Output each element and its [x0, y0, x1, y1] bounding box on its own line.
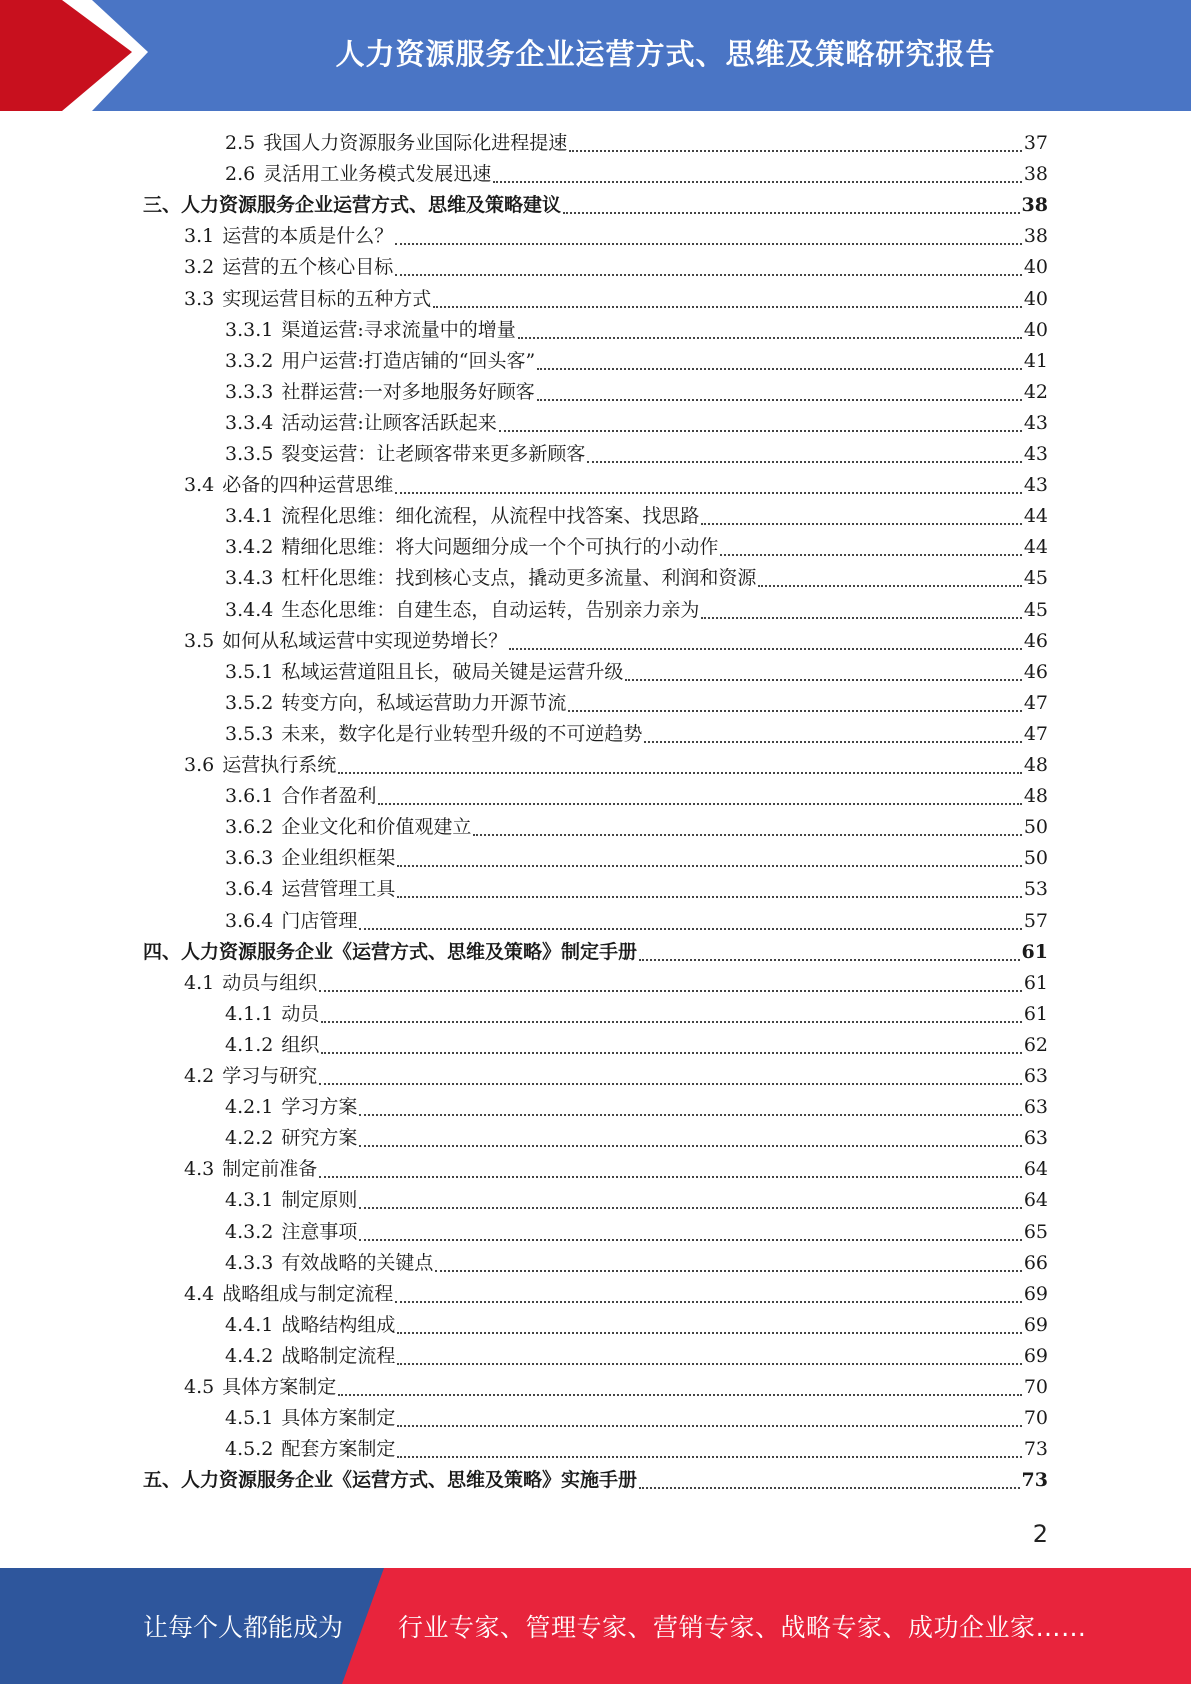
toc-title: 企业文化和价值观建立 — [281, 816, 472, 838]
toc-number: 4.2.2 — [225, 1127, 274, 1149]
toc-leader-dots — [518, 336, 1022, 339]
toc-number: 3.4.2 — [225, 536, 274, 558]
toc-leader-dots — [359, 1238, 1021, 1241]
toc-leader-dots — [321, 1051, 1021, 1054]
toc-page-number: 47 — [1023, 692, 1048, 714]
toc-title: 私域运营道阻且长，破局关键是运营升级 — [281, 661, 624, 683]
toc-subsection[interactable] — [225, 346, 1048, 377]
toc-leader-dots — [395, 273, 1022, 276]
toc-number: 4.4 — [184, 1283, 215, 1305]
toc-leader-dots — [395, 491, 1022, 494]
toc-title: 流程化思维：细化流程，从流程中找答案、找思路 — [281, 505, 700, 527]
toc-number: 4.2 — [184, 1065, 215, 1087]
toc-section[interactable] — [184, 470, 1048, 501]
toc-page-number: 38 — [1023, 163, 1048, 185]
toc-number: 3.4.1 — [225, 505, 274, 527]
toc-section[interactable] — [184, 1279, 1048, 1310]
toc-page-number: 43 — [1023, 443, 1048, 465]
toc-leader-dots — [321, 1020, 1021, 1023]
toc-page-number: 37 — [1023, 132, 1048, 154]
toc-section[interactable] — [184, 1372, 1048, 1403]
toc-leader-dots — [435, 1269, 1021, 1272]
toc-title: 合作者盈利 — [281, 785, 377, 807]
toc-subsection[interactable] — [225, 812, 1048, 843]
toc-leader-dots — [639, 958, 1020, 961]
toc-number: 3.5.1 — [225, 661, 274, 683]
toc-subsection[interactable] — [225, 563, 1048, 594]
toc-title: 未来，数字化是行业转型升级的不可逆趋势 — [281, 723, 643, 745]
toc-subsection[interactable] — [225, 595, 1048, 626]
toc-number: 3.2 — [184, 256, 215, 278]
toc-page-number: 47 — [1023, 723, 1048, 745]
toc-subsection[interactable] — [225, 906, 1048, 937]
toc-number: 3.4 — [184, 474, 215, 496]
toc-title: 杠杆化思维：找到核心支点，撬动更多流量、利润和资源 — [281, 567, 757, 589]
toc-page-number: 46 — [1023, 661, 1048, 683]
toc-leader-dots — [397, 1455, 1021, 1458]
toc-section[interactable] — [184, 221, 1048, 252]
toc-chapter[interactable] — [143, 1465, 1048, 1496]
toc-title: 配套方案制定 — [281, 1438, 396, 1460]
toc-title: 生态化思维：自建生态，自动运转，告别亲力亲为 — [281, 599, 700, 621]
toc-leader-dots — [537, 367, 1022, 370]
toc-title: 具体方案制定 — [281, 1407, 396, 1429]
toc-leader-dots — [587, 460, 1021, 463]
toc-number: 3.6.2 — [225, 816, 274, 838]
toc-page-number: 63 — [1023, 1065, 1048, 1087]
toc-title: 门店管理 — [281, 910, 358, 932]
toc-number: 3.5.3 — [225, 723, 274, 745]
toc-leader-dots — [359, 1206, 1021, 1209]
toc-leader-dots — [720, 553, 1021, 556]
toc-number: 3.3.4 — [225, 412, 274, 434]
toc-title: 战略结构组成 — [281, 1314, 396, 1336]
toc-title: 制定原则 — [281, 1189, 358, 1211]
toc-number: 4.5 — [184, 1376, 215, 1398]
toc-subsection[interactable] — [225, 408, 1048, 439]
toc-page-number: 43 — [1023, 474, 1048, 496]
toc-page-number: 45 — [1023, 599, 1048, 621]
toc-title: 学习与研究 — [222, 1065, 318, 1087]
toc-subsection[interactable] — [225, 999, 1048, 1030]
toc-page-number: 69 — [1023, 1345, 1048, 1367]
toc-title: 五、人力资源服务企业《运营方式、思维及策略》实施手册 — [143, 1469, 638, 1491]
toc-leader-dots — [397, 1362, 1021, 1365]
toc-leader-dots — [639, 1486, 1020, 1489]
toc-page-number: 66 — [1023, 1252, 1048, 1274]
toc-page-number: 70 — [1023, 1376, 1048, 1398]
toc-number: 3.5 — [184, 630, 215, 652]
toc-number: 2.6 — [225, 163, 256, 185]
toc-page-number: 42 — [1023, 381, 1048, 403]
toc-subsection[interactable] — [225, 377, 1048, 408]
toc-page-number: 50 — [1023, 816, 1048, 838]
toc-page-number: 73 — [1023, 1438, 1048, 1460]
toc-number: 4.3.1 — [225, 1189, 274, 1211]
toc-number: 2.5 — [225, 132, 256, 154]
page-number: 2 — [1032, 1520, 1048, 1548]
toc-number: 4.2.1 — [225, 1096, 274, 1118]
toc-number: 3.6.4 — [225, 878, 274, 900]
page-header — [0, 0, 1191, 111]
toc-page-number: 64 — [1023, 1158, 1048, 1180]
toc-title: 精细化思维：将大问题细分成一个个可执行的小动作 — [281, 536, 719, 558]
toc-title: 具体方案制定 — [222, 1376, 337, 1398]
toc-page-number: 61 — [1023, 972, 1048, 994]
toc-number: 3.3.2 — [225, 350, 274, 372]
toc-number: 4.3 — [184, 1158, 215, 1180]
toc-title: 四、人力资源服务企业《运营方式、思维及策略》制定手册 — [143, 941, 638, 963]
toc-subsection[interactable] — [225, 1185, 1048, 1216]
toc-title: 运营的五个核心目标 — [222, 256, 394, 278]
toc-number: 4.1 — [184, 972, 215, 994]
toc-title: 用户运营:打造店铺的“回头客” — [281, 350, 536, 372]
toc-title: 运营管理工具 — [281, 878, 396, 900]
toc-title: 战略组成与制定流程 — [222, 1283, 394, 1305]
toc-subsection[interactable] — [225, 843, 1048, 874]
toc-subsection[interactable] — [225, 128, 1048, 159]
toc-subsection[interactable] — [225, 657, 1048, 688]
toc-section[interactable] — [184, 626, 1048, 657]
toc-page-number: 46 — [1023, 630, 1048, 652]
toc-leader-dots — [319, 1175, 1022, 1178]
toc-leader-dots — [644, 740, 1021, 743]
toc-section[interactable] — [184, 284, 1048, 315]
toc-subsection[interactable] — [225, 1403, 1048, 1434]
toc-title: 运营的本质是什么？ — [222, 225, 394, 247]
toc-number: 3.4.4 — [225, 599, 274, 621]
toc-subsection[interactable] — [225, 781, 1048, 812]
toc-title: 制定前准备 — [222, 1158, 318, 1180]
toc-subsection[interactable] — [225, 315, 1048, 346]
toc-subsection[interactable] — [225, 1248, 1048, 1279]
toc-title: 动员 — [281, 1003, 320, 1025]
toc-subsection[interactable] — [225, 1434, 1048, 1465]
toc-title: 三、人力资源服务企业运营方式、思维及策略建议 — [143, 194, 562, 216]
toc-subsection[interactable] — [225, 1341, 1048, 1372]
toc-page-number: 64 — [1023, 1189, 1048, 1211]
toc-page-number: 45 — [1023, 567, 1048, 589]
toc-number: 3.6.3 — [225, 847, 274, 869]
toc-subsection[interactable] — [225, 1030, 1048, 1061]
toc-number: 4.1.2 — [225, 1034, 274, 1056]
toc-page-number: 65 — [1023, 1221, 1048, 1243]
toc-page-number: 69 — [1023, 1283, 1048, 1305]
toc-number: 4.5.1 — [225, 1407, 274, 1429]
toc-number: 4.1.1 — [225, 1003, 274, 1025]
toc-subsection[interactable] — [225, 1310, 1048, 1341]
toc-title: 转变方向，私域运营助力开源节流 — [281, 692, 567, 714]
toc-title: 社群运营:一对多地服务好顾客 — [281, 381, 535, 403]
toc-title: 裂变运营：让老顾客带来更多新顾客 — [281, 443, 586, 465]
toc-number: 3.1 — [184, 225, 215, 247]
toc-number: 3.3 — [184, 288, 215, 310]
toc-title: 实现运营目标的五种方式 — [222, 288, 432, 310]
toc-page-number: 57 — [1023, 910, 1048, 932]
toc-page-number: 63 — [1023, 1096, 1048, 1118]
toc-leader-dots — [701, 616, 1021, 619]
toc-page-number: 48 — [1023, 754, 1048, 776]
toc-leader-dots — [625, 678, 1021, 681]
toc-subsection[interactable] — [225, 1092, 1048, 1123]
toc-title: 组织 — [281, 1034, 320, 1056]
toc-page-number: 50 — [1023, 847, 1048, 869]
toc-page-number: 44 — [1023, 536, 1048, 558]
page-footer — [0, 1568, 1191, 1684]
toc-chapter[interactable] — [143, 190, 1048, 221]
toc-leader-dots — [359, 1144, 1021, 1147]
toc-leader-dots — [397, 895, 1021, 898]
toc-leader-dots — [701, 522, 1021, 525]
toc-number: 4.5.2 — [225, 1438, 274, 1460]
toc-title: 研究方案 — [281, 1127, 358, 1149]
toc-number: 3.3.5 — [225, 443, 274, 465]
toc-leader-dots — [397, 1424, 1021, 1427]
toc-number: 3.6.1 — [225, 785, 274, 807]
toc-number: 4.4.2 — [225, 1345, 274, 1367]
toc-page-number: 61 — [1021, 941, 1048, 963]
toc-leader-dots — [563, 211, 1020, 214]
toc-title: 我国人力资源服务业国际化进程提速 — [263, 132, 568, 154]
toc-number: 3.4.3 — [225, 567, 274, 589]
toc-title: 运营执行系统 — [222, 754, 337, 776]
toc-section[interactable] — [184, 252, 1048, 283]
toc-page-number: 41 — [1023, 350, 1048, 372]
toc-section[interactable] — [184, 1154, 1048, 1185]
toc-number: 4.4.1 — [225, 1314, 274, 1336]
toc-title: 战略制定流程 — [281, 1345, 396, 1367]
toc-leader-dots — [319, 989, 1022, 992]
toc-title: 如何从私域运营中实现逆势增长？ — [222, 630, 508, 652]
toc-subsection[interactable] — [225, 688, 1048, 719]
toc-number: 3.3.3 — [225, 381, 274, 403]
toc-page-number: 40 — [1023, 288, 1048, 310]
toc-leader-dots — [378, 802, 1021, 805]
toc-number: 3.3.1 — [225, 319, 274, 341]
toc-section[interactable] — [184, 968, 1048, 999]
toc-leader-dots — [395, 242, 1022, 245]
toc-page-number: 44 — [1023, 505, 1048, 527]
toc-subsection[interactable] — [225, 719, 1048, 750]
toc-page-number: 38 — [1021, 194, 1048, 216]
footer-slogan-right: 行业专家、管理专家、营销专家、战略专家、成功企业家…… — [398, 1613, 1087, 1642]
toc-number: 3.6.4 — [225, 910, 274, 932]
toc-leader-dots — [537, 398, 1022, 401]
toc-title: 灵活用工业务模式发展迅速 — [263, 163, 492, 185]
toc-page-number: 43 — [1023, 412, 1048, 434]
toc-page-number: 70 — [1023, 1407, 1048, 1429]
toc-page-number: 40 — [1023, 256, 1048, 278]
toc-page-number: 53 — [1023, 878, 1048, 900]
toc-title: 企业组织框架 — [281, 847, 396, 869]
toc-leader-dots — [758, 584, 1021, 587]
toc-subsection[interactable] — [225, 1217, 1048, 1248]
toc-number: 3.5.2 — [225, 692, 274, 714]
footer-slogan-left: 让每个人都能成为 — [143, 1613, 344, 1642]
toc-page-number: 61 — [1023, 1003, 1048, 1025]
toc-title: 活动运营:让顾客活跃起来 — [281, 412, 497, 434]
toc-subsection[interactable] — [225, 501, 1048, 532]
toc-number: 3.6 — [184, 754, 215, 776]
toc-page-number: 69 — [1023, 1314, 1048, 1336]
toc-page-number: 63 — [1023, 1127, 1048, 1149]
toc-title: 注意事项 — [281, 1221, 358, 1243]
toc-leader-dots — [359, 927, 1021, 930]
toc-page-number: 62 — [1023, 1034, 1048, 1056]
toc-leader-dots — [395, 1300, 1022, 1303]
toc-page-number: 73 — [1021, 1469, 1048, 1491]
toc-subsection[interactable] — [225, 874, 1048, 905]
toc-title: 动员与组织 — [222, 972, 318, 994]
toc-leader-dots — [338, 771, 1022, 774]
toc-title: 学习方案 — [281, 1096, 358, 1118]
toc-leader-dots — [568, 709, 1021, 712]
toc-page-number: 38 — [1023, 225, 1048, 247]
toc-number: 4.3.2 — [225, 1221, 274, 1243]
toc-section[interactable] — [184, 1061, 1048, 1092]
toc-leader-dots — [319, 1082, 1022, 1085]
toc-subsection[interactable] — [225, 159, 1048, 190]
toc-leader-dots — [493, 180, 1022, 183]
toc-title: 必备的四种运营思维 — [222, 474, 394, 496]
toc-chapter[interactable] — [143, 937, 1048, 968]
toc-leader-dots — [499, 429, 1022, 432]
toc-page-number: 40 — [1023, 319, 1048, 341]
toc-title: 有效战略的关键点 — [281, 1252, 434, 1274]
toc-leader-dots — [569, 149, 1022, 152]
toc-section[interactable] — [184, 750, 1048, 781]
toc-subsection[interactable] — [225, 1123, 1048, 1154]
toc-leader-dots — [397, 864, 1021, 867]
toc-title: 渠道运营:寻求流量中的增量 — [281, 319, 516, 341]
report-title: 人力资源服务企业运营方式、思维及策略研究报告 — [335, 36, 996, 71]
toc-leader-dots — [359, 1113, 1021, 1116]
toc-number: 4.3.3 — [225, 1252, 274, 1274]
toc-leader-dots — [397, 1331, 1021, 1334]
toc-leader-dots — [473, 833, 1021, 836]
toc-leader-dots — [509, 647, 1022, 650]
toc-leader-dots — [338, 1393, 1022, 1396]
toc-page-number: 48 — [1023, 785, 1048, 807]
toc-leader-dots — [433, 305, 1022, 308]
toc-subsection[interactable] — [225, 532, 1048, 563]
toc-subsection[interactable] — [225, 439, 1048, 470]
